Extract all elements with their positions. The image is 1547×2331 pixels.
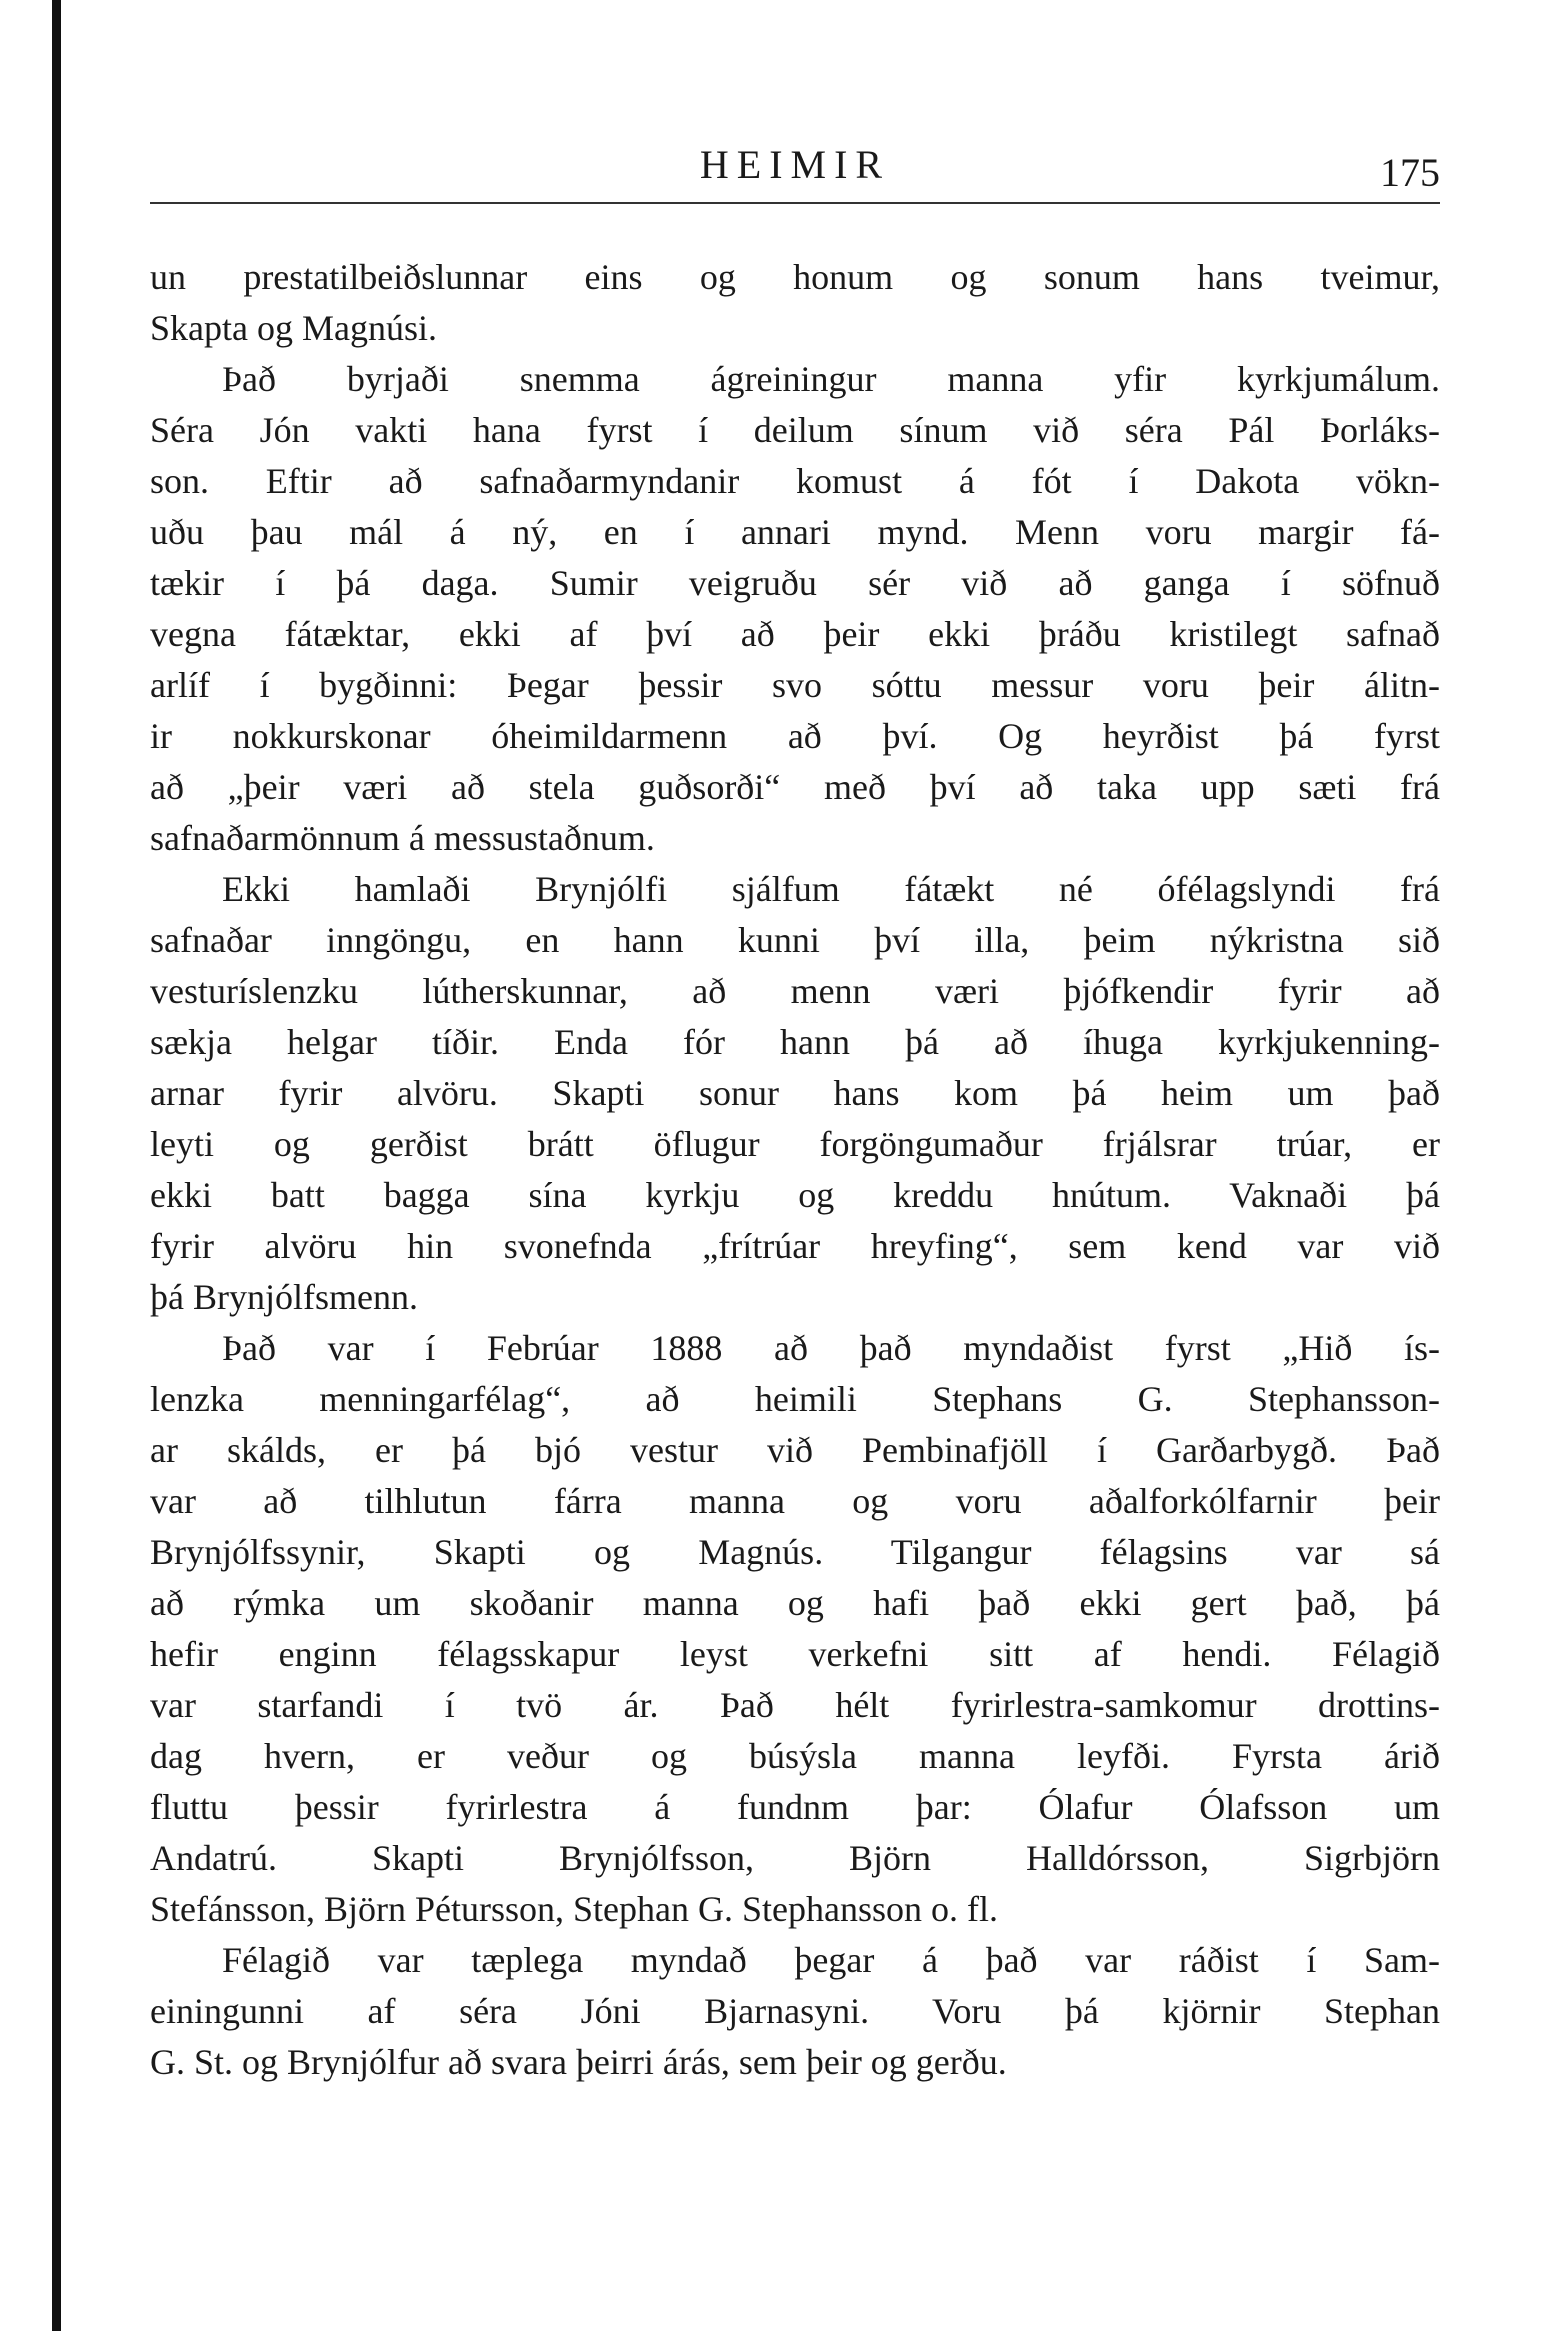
text-line: að „þeir væri að stela guðsorði“ með því að taka upp sæti frá [150, 767, 1440, 807]
text-line: fyrir alvöru hin svonefnda „frítrúar hreyfing“, sem kend var við [150, 1226, 1440, 1266]
text-line: safnaðar inngöngu, en hann kunni því illa, þeim nýkristna sið [150, 920, 1440, 960]
text-line: að rýmka um skoðanir manna og hafi það ekki gert það, þá [150, 1583, 1440, 1623]
text-line: son. Eftir að safnaðarmyndanir komust á fót í Dakota vökn- [150, 461, 1440, 501]
text-line: ar skálds, er þá bjó vestur við Pembinafjöll í Garðarbygð. Það [150, 1430, 1440, 1470]
text-line: arlíf í bygðinni: Þegar þessir svo sóttu messur voru þeir álitn- [150, 665, 1440, 705]
text-line: safnaðarmönnum á messustaðnum. [150, 818, 655, 858]
text-line: Brynjólfssynir, Skapti og Magnús. Tilgangur félagsins var sá [150, 1532, 1440, 1572]
text-line: Skapta og Magnúsi. [150, 308, 437, 348]
text-line: Andatrú. Skapti Brynjólfsson, Björn Halldórsson, Sigrbjörn [150, 1838, 1440, 1878]
text-line: G. St. og Brynjólfur að svara þeirri árás, sem þeir og gerðu. [150, 2042, 1007, 2082]
text-line: leyti og gerðist brátt öflugur forgöngumaður frjálsrar trúar, er [150, 1124, 1440, 1164]
book-page [150, 140, 1440, 2088]
text-line: Félagið var tæplega myndað þegar á það var ráðist í Sam- [222, 1940, 1440, 1980]
text-line: ir nokkurskonar óheimildarmenn að því. Og heyrðist þá fyrst [150, 716, 1440, 756]
text-line: Það byrjaði snemma ágreiningur manna yfir kyrkjumálum. [222, 359, 1440, 399]
text-line: Séra Jón vakti hana fyrst í deilum sínum við séra Pál Þorláks- [150, 410, 1440, 450]
text-line: sækja helgar tíðir. Enda fór hann þá að íhuga kyrkjukenning- [150, 1022, 1440, 1062]
text-line: Stefánsson, Björn Pétursson, Stephan G. Stephansson o. fl. [150, 1889, 998, 1929]
text-line: Það var í Febrúar 1888 að það myndaðist fyrst „Hið ís- [222, 1328, 1440, 1368]
text-line: vesturíslenzku lútherskunnar, að menn væri þjófkendir fyrir að [150, 971, 1440, 1011]
page-spine-edge [52, 0, 61, 2331]
text-line: þá Brynjólfsmenn. [150, 1277, 418, 1317]
text-line: dag hvern, er veður og búsýsla manna leyfði. Fyrsta árið [150, 1736, 1440, 1776]
text-line: arnar fyrir alvöru. Skapti sonur hans kom þá heim um það [150, 1073, 1440, 1113]
running-title: HEIMIR [699, 142, 891, 187]
text-line: vegna fátæktar, ekki af því að þeir ekki þráðu kristilegt safnað [150, 614, 1440, 654]
text-line: hefir enginn félagsskapur leyst verkefni sitt af hendi. Félagið [150, 1634, 1440, 1674]
text-line: uðu þau mál á ný, en í annari mynd. Menn voru margir fá- [150, 512, 1440, 552]
text-line: fluttu þessir fyrirlestra á fundnm þar: Ólafur Ólafsson um [150, 1787, 1440, 1827]
page-number: 175 [1380, 150, 1440, 195]
text-line: ekki batt bagga sína kyrkju og kreddu hnútum. Vaknaði þá [150, 1175, 1440, 1215]
body-text [150, 252, 1440, 2088]
text-line: einingunni af séra Jóni Bjarnasyni. Voru þá kjörnir Stephan [150, 1991, 1440, 2031]
text-line: var starfandi í tvö ár. Það hélt fyrirlestra-samkomur drottins- [150, 1685, 1440, 1725]
text-line: lenzka menningarfélag“, að heimili Stephans G. Stephansson- [150, 1379, 1440, 1419]
running-header [150, 140, 1440, 204]
text-line: un prestatilbeiðslunnar eins og honum og sonum hans tveimur, [150, 257, 1440, 297]
text-line: tækir í þá daga. Sumir veigruðu sér við að ganga í söfnuð [150, 563, 1440, 603]
text-line: Ekki hamlaði Brynjólfi sjálfum fátækt né ófélagslyndi frá [222, 869, 1440, 909]
text-line: var að tilhlutun fárra manna og voru aðalforkólfarnir þeir [150, 1481, 1440, 1521]
